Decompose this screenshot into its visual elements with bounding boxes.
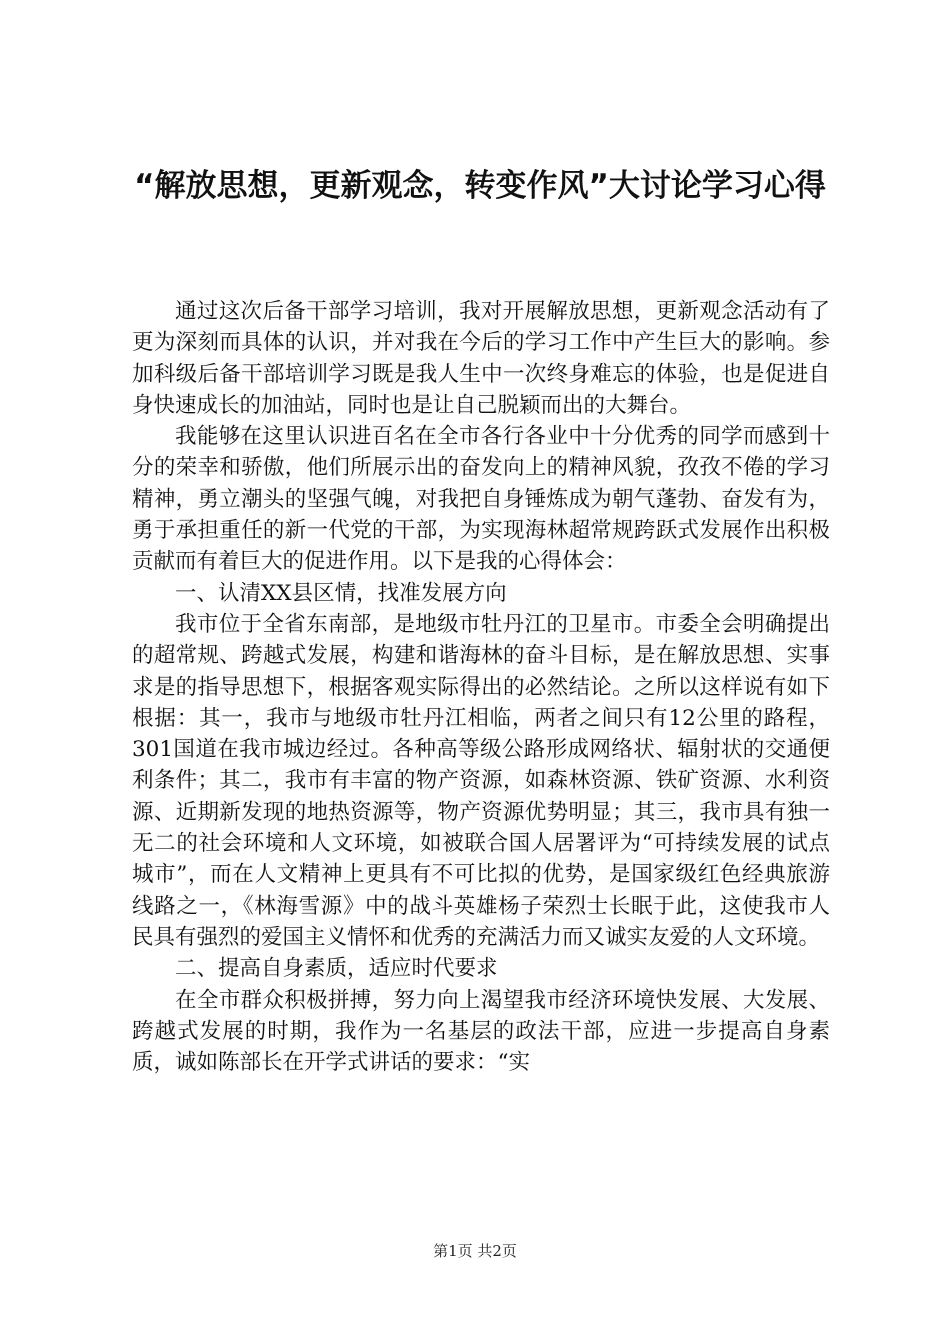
section-heading-1: 一、认清XX县区情，找准发展方向 xyxy=(175,580,507,606)
paragraph-self-improvement: 在全市群众积极拼搏，努力向上渴望我市经济环境快发展、大发展、跨越式发展的时期，我作为一名基层的政法干部，应进一步提高自身素质，诚如陈部长在开学式讲话的要求：“实 xyxy=(132,987,830,1076)
paragraph-classmates: 我能够在这里认识进百名在全市各行各业中十分优秀的同学而感到十分的荣幸和骄傲，他们所展示出的奋发向上的精神风貌，孜孜不倦的学习精神，勇立潮头的坚强气魄，对我把自身锤炼成为朝气蓬勃、奋发有为，勇于承担重任的新一代党的干部，为实现海林超常规跨跃式发展作出积极贡献而有着巨大的促进作用。以下是我的心得体会： xyxy=(132,424,830,575)
paragraph-intro: 通过这次后备干部学习培训，我对开展解放思想，更新观念活动有了更为深刻而具体的认识，并对我在今后的学习工作中产生巨大的影响。参加科级后备干部培训学习既是我人生中一次终身难忘的体验，也是促进自身快速成长的加油站，同时也是让自己脱颖而出的大舞台。 xyxy=(132,299,830,418)
page-footer: 第1页 共2页 xyxy=(433,1242,517,1260)
document-body xyxy=(132,296,830,1078)
document-title: “解放思想，更新观念，转变作风”大讨论学习心得 xyxy=(134,168,826,204)
section-heading-2: 二、提高自身素质，适应时代要求 xyxy=(175,956,498,982)
paragraph-city-overview: 我市位于全省东南部，是地级市牡丹江的卫星市。市委全会明确提出的超常规、跨越式发展，构建和谐海林的奋斗目标，是在解放思想、实事求是的指导思想下，根据客观实际得出的必然结论。之所以这样说有如下根据：其一，我市与地级市牡丹江相临，两者之间只有12公里的路程，301国道在我市城边经过。各种高等级公路形成网络状、辐射状的交通便利条件；其二，我市有丰富的物产资源，如森林资源、铁矿资源、水利资源、近期新发现的地热资源等，物产资源优势明显；其三，我市具有独一无二的社会环境和人文环境，如被联合国人居署评为“可持续发展的试点城市”，而在人文精神上更具有不可比拟的优势，是国家级红色经典旅游线路之一，《林海雪源》中的战斗英雄杨子荣烈士长眠于此，这使我市人民具有强烈的爱国主义情怀和优秀的充满活力而又诚实友爱的人文环境。 xyxy=(132,611,830,950)
